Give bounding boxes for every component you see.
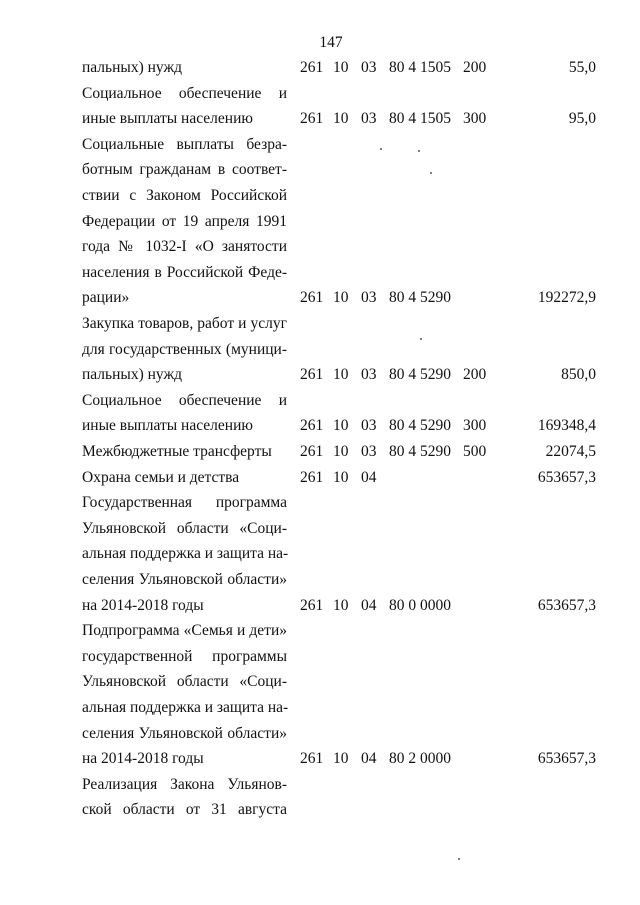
row-description: Ульяновской области «Соци- [82,519,287,537]
amount: 55,0 [568,59,596,76]
section-code: 10 [333,59,349,76]
table-row [0,798,640,822]
subsection-code: 03 [361,443,377,460]
table-row [0,466,640,490]
row-description: Федерации от 19 апреля 1991 [82,212,287,230]
admin-code: 261 [300,596,324,614]
expense-type-code: 200 [463,366,487,384]
table-row [0,158,640,182]
row-description: Реализация Закона Ульянов- [82,775,287,793]
table-row [0,722,640,746]
table-row [0,440,640,464]
table-row [0,773,640,797]
table-row [0,645,640,669]
table-row [0,363,640,387]
admin-code: 261 [300,289,324,307]
table-row [0,56,640,80]
table-row [0,517,640,541]
expense-type-code: 300 [463,110,487,128]
table-row [0,747,640,771]
admin-code: 261 [300,366,324,384]
scan-speck [430,172,432,174]
row-description: года № 1032-I «О занятости [82,238,287,256]
target-article-code: 80 0 0000 [389,596,451,614]
scan-speck [418,150,420,152]
table-row [0,696,640,720]
row-description: рации» [82,289,130,307]
row-description: селения Ульяновской области» [82,571,287,588]
subsection-code: 03 [361,366,377,384]
row-description: Социальные выплаты безра- [82,135,287,153]
row-description: селения Ульяновской области» [82,724,287,742]
subsection-code: 03 [361,289,377,307]
table-row [0,82,640,106]
page-number: 147 [319,34,343,51]
amount: 653657,3 [537,596,596,614]
table-row [0,312,640,336]
amount: 95,0 [568,110,596,128]
amount: 169348,4 [537,417,596,435]
table-row [0,542,640,566]
section-code: 10 [333,366,349,384]
table-row [0,670,640,694]
target-article-code: 80 4 5290 [389,366,451,384]
row-description: государственной программы [82,647,287,665]
target-article-code: 80 4 5290 [389,443,451,460]
subsection-code: 03 [361,417,377,435]
row-description: Государственная программа [82,494,287,512]
section-code: 10 [333,468,349,486]
row-description: ботным гражданам в соответ- [82,161,287,179]
admin-code: 261 [300,59,324,76]
row-description: альная поддержка и защита на- [82,699,289,716]
admin-code: 261 [300,110,324,128]
section-code: 10 [333,110,349,128]
row-description: Охрана семьи и детства [82,468,240,486]
table-row [0,261,640,285]
row-description: на 2014-2018 годы [82,596,204,614]
section-code: 10 [333,750,349,768]
row-description: ской области от 31 августа [82,801,287,819]
table-row [0,568,640,592]
row-description: Межбюджетные трансферты [82,443,272,460]
amount: 653657,3 [537,468,596,486]
section-code: 10 [333,443,349,460]
amount: 192272,9 [537,289,596,307]
table-row [0,594,640,618]
admin-code: 261 [300,750,324,768]
row-description: Социальное обеспечение и [82,391,287,409]
row-description: пальных) нужд [82,366,183,384]
subsection-code: 04 [361,596,377,614]
amount: 653657,3 [537,750,596,768]
target-article-code: 80 4 5290 [389,289,451,307]
row-description: иные выплаты населению [82,417,253,435]
table-row [0,184,640,208]
row-description: населения в Российской Феде- [82,263,287,281]
row-description: пальных) нужд [82,59,183,76]
admin-code: 261 [300,468,324,486]
table-row [0,133,640,157]
scan-speck [380,148,382,150]
subsection-code: 03 [361,110,377,128]
table-row [0,619,640,643]
target-article-code: 80 2 0000 [389,750,451,768]
table-row [0,491,640,515]
admin-code: 261 [300,443,324,460]
subsection-code: 03 [361,59,377,76]
subsection-code: 04 [361,750,377,768]
row-description: Социальное обеспечение и [82,84,287,102]
expense-type-code: 200 [463,59,487,76]
scan-speck [458,858,460,860]
table-row [0,286,640,310]
table-row [0,414,640,438]
section-code: 10 [333,289,349,307]
table-row [0,210,640,234]
table-row [0,235,640,259]
target-article-code: 80 4 5290 [389,417,451,435]
table-row [0,338,640,362]
expense-type-code: 500 [463,443,487,460]
amount: 22074,5 [545,443,596,460]
row-description: для государственных (муници- [82,340,287,358]
section-code: 10 [333,596,349,614]
target-article-code: 80 4 1505 [389,110,451,128]
row-description: Подпрограмма «Семья и дети» [82,622,287,640]
section-code: 10 [333,417,349,435]
amount: 850,0 [561,366,596,384]
table-row [0,389,640,413]
table-row [0,107,640,131]
target-article-code: 80 4 1505 [389,59,451,76]
expense-type-code: 300 [463,417,487,435]
row-description: альная поддержка и защита на- [82,545,289,563]
scan-speck [420,338,422,340]
row-description: на 2014-2018 годы [82,750,204,768]
row-description: иные выплаты населению [82,110,253,128]
row-description: Ульяновской области «Соци- [82,673,287,691]
admin-code: 261 [300,417,324,435]
row-description: ствии с Законом Российской [82,187,287,204]
subsection-code: 04 [361,468,377,486]
row-description: Закупка товаров, работ и услуг [82,315,287,332]
